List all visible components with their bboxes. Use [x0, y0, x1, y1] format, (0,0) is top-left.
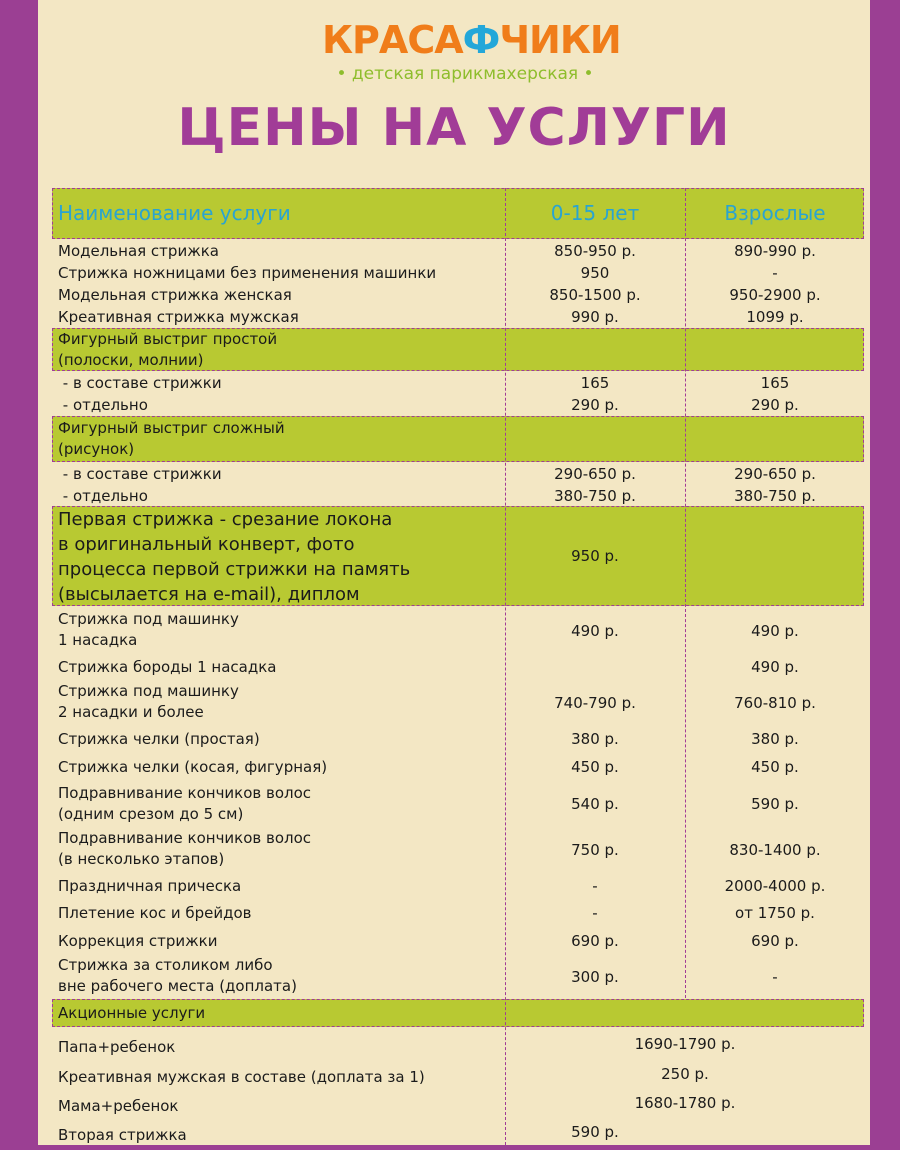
- table-row: [52, 463, 864, 485]
- table-row: [52, 873, 864, 899]
- price-kids: 290-650 р.: [554, 464, 636, 483]
- table-row: [52, 726, 864, 752]
- section-row-promo: [52, 999, 864, 1027]
- price-shared: 250 р.: [661, 1064, 709, 1083]
- table-row: [52, 899, 864, 927]
- logo-bow-glyph: Ф: [462, 18, 500, 62]
- brand-logo: [322, 18, 621, 62]
- tagline: • детская парикмахерская •: [336, 64, 594, 84]
- service-name-line: Подравнивание кончиков волос: [58, 829, 312, 847]
- section-row: [52, 328, 864, 371]
- page-title: ЦЕНЫ НА УСЛУГИ: [177, 98, 731, 158]
- service-name: Креативная стрижка мужская: [58, 307, 299, 326]
- table-row: [52, 680, 864, 726]
- service-name-line: процесса первой стрижки на память: [58, 559, 411, 580]
- service-name: [58, 955, 502, 999]
- section-row: [52, 416, 864, 462]
- service-name-line: (высылается на e-mail), диплом: [58, 584, 360, 605]
- price-kids: 950 р.: [571, 546, 619, 565]
- service-name: [58, 782, 502, 827]
- price-adults: 760-810 р.: [734, 693, 816, 712]
- service-name: Коррекция стрижки: [58, 931, 218, 950]
- price-kids: -: [592, 903, 598, 922]
- section-title: [58, 416, 502, 462]
- service-name-line: Стрижка за столиком либо: [58, 956, 273, 974]
- price-adults: 1099 р.: [746, 307, 804, 326]
- price-kids: 490 р.: [571, 621, 619, 640]
- price-adults: 890-990 р.: [734, 241, 816, 260]
- price-adults: 690 р.: [751, 931, 799, 950]
- service-name: [58, 827, 502, 873]
- price-adults: 165: [760, 373, 790, 392]
- service-name: [58, 680, 502, 726]
- price-adults: 590 р.: [751, 795, 799, 813]
- service-name: Вторая стрижка: [58, 1125, 187, 1144]
- table-row: [52, 240, 864, 262]
- service-name-line: (в несколько этапов): [58, 850, 225, 868]
- price-shared: 1680-1780 р.: [634, 1093, 736, 1112]
- table-header-row: [52, 188, 864, 239]
- service-name: - отдельно: [58, 395, 148, 414]
- price-adults: 2000-4000 р.: [724, 876, 826, 895]
- service-name: - отдельно: [58, 486, 148, 505]
- price-adults: 450 р.: [751, 757, 799, 776]
- service-name: Мама+ребенок: [58, 1096, 179, 1115]
- service-name: [58, 506, 502, 606]
- price-kids: 950: [580, 263, 610, 282]
- price-kids: 450 р.: [571, 757, 619, 776]
- header-adults: Взрослые: [724, 201, 826, 225]
- service-name: Папа+ребенок: [58, 1037, 176, 1056]
- price-kids: 740-790 р.: [554, 693, 636, 712]
- price-adults: от 1750 р.: [735, 903, 815, 922]
- table-row: [52, 284, 864, 306]
- price-kids: 540 р.: [571, 795, 619, 813]
- table-row: [52, 927, 864, 955]
- service-name: Креативная мужская в составе (доплата за 1): [58, 1067, 425, 1086]
- service-name-line: Первая стрижка - срезание локона: [58, 509, 393, 530]
- price-adults: 380 р.: [751, 729, 799, 748]
- service-name: Плетение кос и брейдов: [58, 903, 252, 922]
- service-name: Стрижка челки (косая, фигурная): [58, 757, 328, 776]
- header-kids: 0-15 лет: [550, 201, 640, 225]
- service-name: Стрижка ножницами без применения машинки: [58, 263, 437, 282]
- price-kids: 850-950 р.: [554, 241, 636, 260]
- promo-row: [52, 1030, 864, 1058]
- price-adults: 380-750 р.: [734, 486, 816, 505]
- column-divider: [685, 188, 686, 998]
- table-row: [52, 752, 864, 782]
- promo-row: [52, 1118, 864, 1146]
- table-row: [52, 306, 864, 328]
- section-row-first-haircut: [52, 506, 864, 606]
- service-name-line: Стрижка под машинку: [58, 682, 239, 700]
- price-kids: 300 р.: [571, 967, 619, 986]
- price-kids: 290 р.: [571, 395, 619, 414]
- service-name: [58, 608, 502, 654]
- table-row: [52, 372, 864, 394]
- service-name: Стрижка челки (простая): [58, 729, 260, 748]
- price-kids: 850-1500 р.: [549, 285, 641, 304]
- section-title: Акционные услуги: [58, 1003, 206, 1022]
- table-row: [52, 262, 864, 284]
- table-row: [52, 394, 864, 416]
- price-kids: 990 р.: [571, 307, 619, 326]
- section-title-line: (полоски, молнии): [58, 351, 204, 369]
- promo-row: [52, 1089, 864, 1117]
- service-name-line: (одним срезом до 5 см): [58, 805, 244, 823]
- table-row: [52, 955, 864, 999]
- table-row: [52, 654, 864, 680]
- section-title-line: (рисунок): [58, 440, 135, 458]
- service-name: - в составе стрижки: [58, 464, 222, 483]
- price-adults: -: [772, 263, 778, 282]
- service-name-line: Стрижка под машинку: [58, 610, 239, 628]
- price-kids: 690 р.: [571, 931, 619, 950]
- service-name: Модельная стрижка: [58, 241, 219, 260]
- service-name: Стрижка бороды 1 насадка: [58, 657, 277, 676]
- service-name: Праздничная прическа: [58, 876, 242, 895]
- promo-row: [52, 1060, 864, 1088]
- section-title-line: Фигурный выстриг простой: [58, 330, 278, 348]
- logo-text-part: ЧИКИ: [499, 18, 621, 62]
- price-adults: 830-1400 р.: [729, 840, 821, 859]
- service-name-line: Подравнивание кончиков волос: [58, 784, 312, 802]
- logo-text-part: КРАСА: [322, 18, 463, 62]
- service-name-line: 1 насадка: [58, 631, 138, 649]
- service-name: Модельная стрижка женская: [58, 285, 292, 304]
- column-divider: [505, 188, 506, 1145]
- table-row: [52, 485, 864, 507]
- price-adults: -: [772, 967, 778, 986]
- price-adults: 290 р.: [751, 395, 799, 414]
- price-shared: 1690-1790 р.: [634, 1034, 736, 1053]
- service-name-line: в оригинальный конверт, фото: [58, 534, 355, 555]
- price-shared: 590 р.: [571, 1122, 619, 1141]
- table-row: [52, 608, 864, 654]
- price-adults: 490 р.: [751, 657, 799, 676]
- price-adults: 950-2900 р.: [729, 285, 821, 304]
- price-adults: 490 р.: [751, 621, 799, 640]
- price-kids: 165: [580, 373, 610, 392]
- section-title: [58, 328, 502, 371]
- price-kids: 380 р.: [571, 729, 619, 748]
- price-kids: -: [592, 876, 598, 895]
- header-service: Наименование услуги: [58, 201, 291, 225]
- service-name: - в составе стрижки: [58, 373, 222, 392]
- price-kids: 750 р.: [571, 840, 619, 859]
- service-name-line: 2 насадки и более: [58, 703, 204, 721]
- service-name-line: вне рабочего места (доплата): [58, 977, 297, 995]
- table-row: [52, 782, 864, 827]
- price-adults: 290-650 р.: [734, 464, 816, 483]
- section-title-line: Фигурный выстриг сложный: [58, 419, 285, 437]
- table-row: [52, 827, 864, 873]
- price-kids: 380-750 р.: [554, 486, 636, 505]
